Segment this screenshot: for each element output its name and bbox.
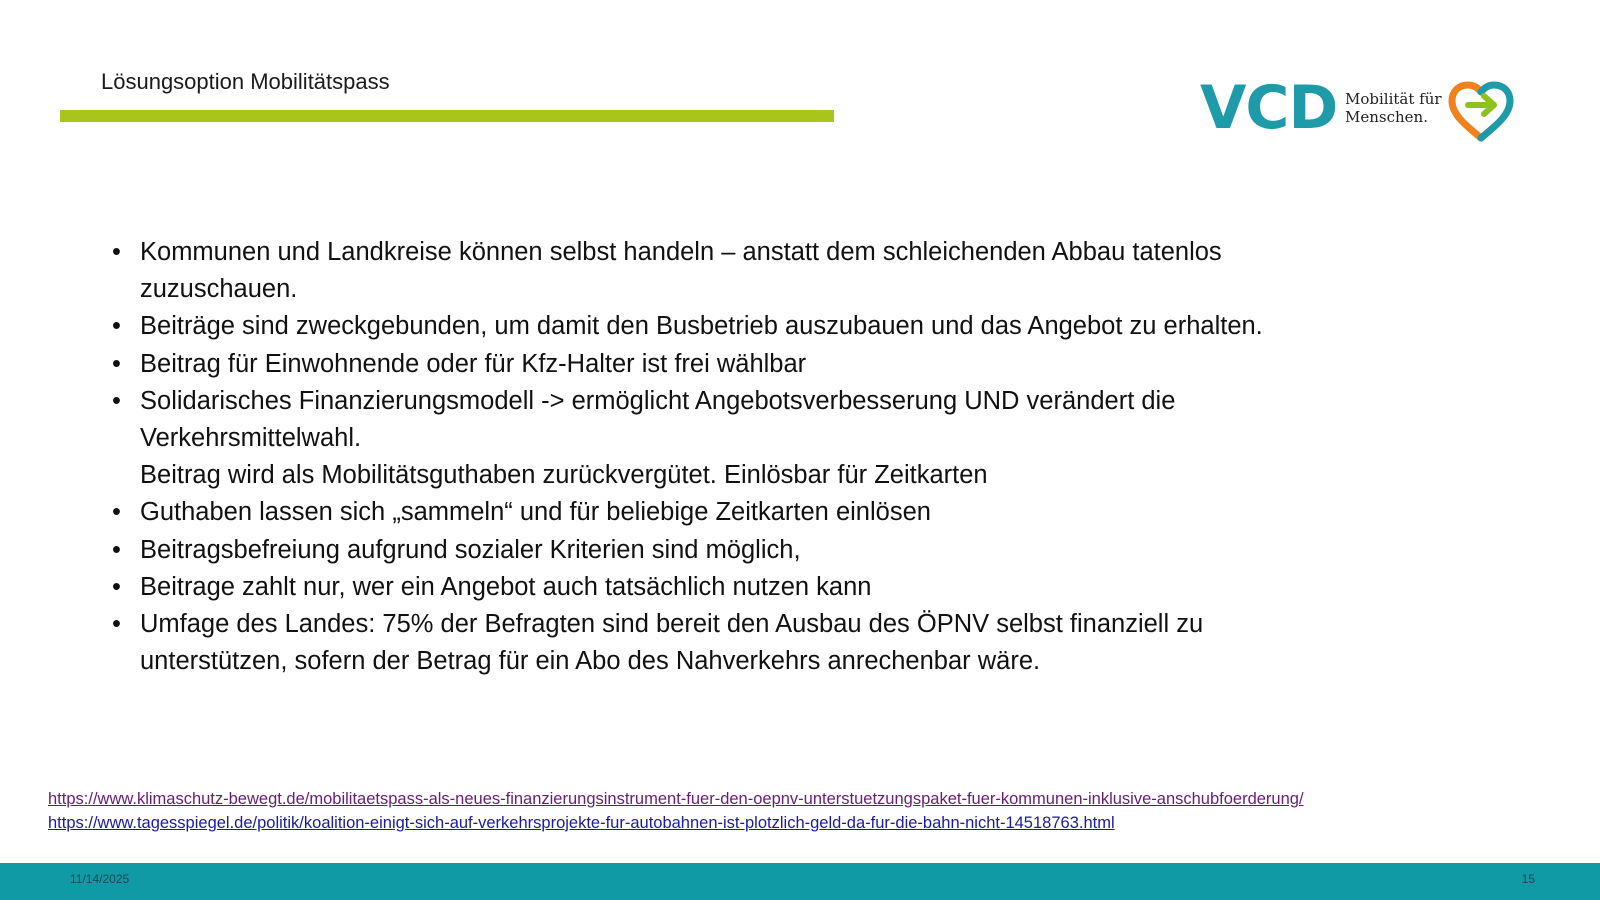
bullet-dot: • <box>112 238 121 266</box>
bullet-line: Beitrag wird als Mobilitätsguthaben zurückvergütet. Einlösbar für Zeitkarten <box>140 461 988 490</box>
page-number: 15 <box>1521 872 1535 886</box>
bullet-line: Solidarisches Finanzierungsmodell -> ermöglicht Angebotsverbesserung UND verändert die <box>140 386 1176 415</box>
bullet-line: Beitrage zahlt nur, wer ein Angebot auch tatsächlich nutzen kann <box>140 572 872 601</box>
source-link-klimaschutz[interactable]: https://www.klimaschutz-bewegt.de/mobilitaetspass-als-neues-finanzierungsinstrument-fuer-den-oepnv-unterstuetzungspaket-fuer-kommunen-inklusive-anschubfoerderung/ <box>48 790 1304 808</box>
heart-arrow-icon <box>1446 80 1516 144</box>
bullet-item <box>112 569 1412 606</box>
source-link-tagesspiegel[interactable]: https://www.tagesspiegel.de/politik/koalition-einigt-sich-auf-verkehrsprojekte-fur-autobahnen-ist-plotzlich-geld-da-fur-die-bahn-nicht-14518763.html <box>48 814 1115 832</box>
bullet-item <box>112 532 1412 569</box>
bullet-dot: • <box>112 572 121 601</box>
footer-date: 11/14/2025 <box>70 872 130 886</box>
bullet-dot: • <box>112 349 121 378</box>
bullet-item <box>112 234 1412 308</box>
bullet-dot: • <box>112 535 121 564</box>
logo-tagline-line-2: Menschen. <box>1345 108 1428 126</box>
bullet-line: Beitragsbefreiung aufgrund sozialer Kriterien sind möglich, <box>140 535 801 564</box>
bullet-line: Verkehrsmittelwahl. <box>140 424 362 453</box>
bullet-line: Kommunen und Landkreise können selbst handeln – anstatt dem schleichenden Abbau tatenlos <box>140 238 1222 266</box>
bullet-item <box>112 308 1412 345</box>
bullet-dot: • <box>112 610 121 639</box>
bullet-line: Beitrag für Einwohnende oder für Kfz-Halter ist frei wählbar <box>140 349 807 378</box>
logo-letters: VCD <box>1200 73 1338 143</box>
source-links <box>48 787 1304 835</box>
bullet-item <box>112 383 1412 495</box>
bullet-line: Beiträge sind zweckgebunden, um damit den Busbetrieb auszubauen und das Angebot zu erhalten. <box>140 312 1263 341</box>
bullet-dot: • <box>112 386 121 415</box>
bullet-list <box>112 234 1412 680</box>
bullet-dot: • <box>112 312 121 341</box>
logo-tagline-line-1: Mobilität für <box>1345 90 1442 108</box>
slide-title: Lösungsoption Mobilitätspass <box>101 69 390 94</box>
footer-bar <box>0 863 1600 900</box>
vcd-logo <box>1200 73 1520 146</box>
bullet-line: zuzuschauen. <box>140 275 298 304</box>
bullet-line: Umfage des Landes: 75% der Befragten sind bereit den Ausbau des ÖPNV selbst finanziell zu <box>140 610 1204 639</box>
bullet-line: Guthaben lassen sich „sammeln“ und für beliebige Zeitkarten einlösen <box>140 498 931 527</box>
bullet-item <box>112 606 1412 680</box>
bullet-item <box>112 494 1412 531</box>
logo-tagline <box>1345 90 1442 126</box>
bullet-item <box>112 346 1412 383</box>
bullet-dot: • <box>112 498 121 527</box>
bullet-line: unterstützen, sofern der Betrag für ein Abo des Nahverkehrs anrechenbar wäre. <box>140 647 1041 676</box>
title-underline-bar <box>60 110 834 122</box>
